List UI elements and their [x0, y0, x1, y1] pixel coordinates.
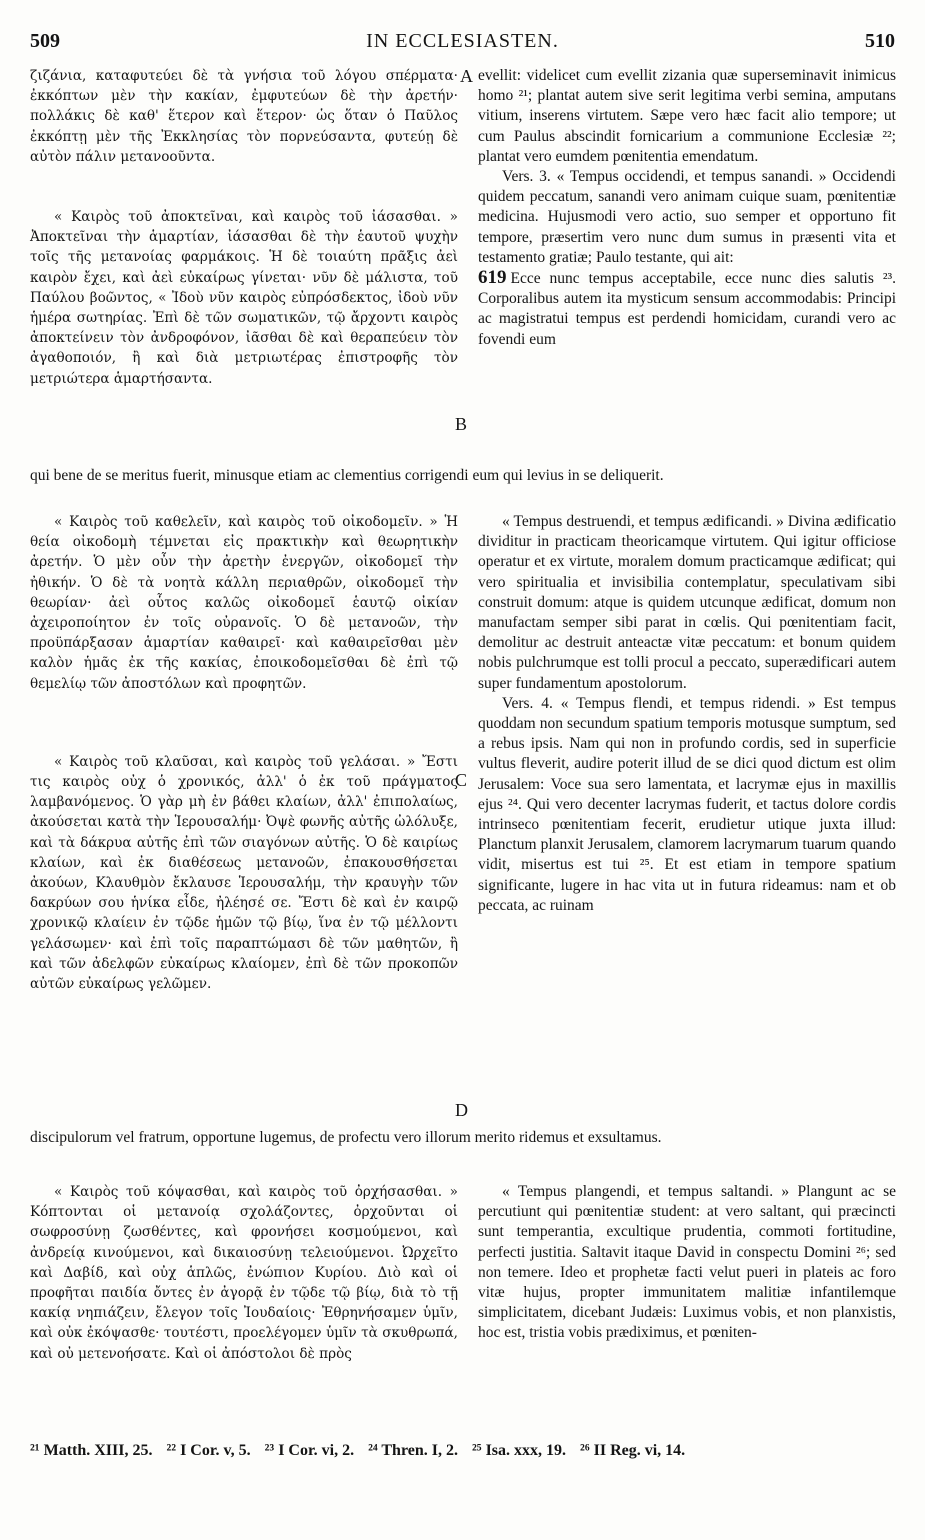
footnote: ²⁴ Thren. I, 2.	[368, 1442, 458, 1459]
left-page-number: 509	[30, 30, 60, 52]
greek-column-block-2	[30, 512, 458, 994]
greek-paragraph: « Καιρὸς τοῦ ἀποκτεῖναι, καὶ καιρὸς τοῦ ἰάσασθαι. » Ἀποκτεῖναι τὴν ἁμαρτίαν, ἰάσασθαι δὲ τὴν ἑαυτοῦ ψυχὴν τοῖς τῆς μετανοίας φαρμάκοις. Ἡ δὲ τοιαύτη πρᾶξις ἀεὶ καιρὸν ἔχει, καὶ ἀεὶ εὐκαίρως γίνεται· νῦν δὲ μάλιστα, τοῦ Παύλου βοῶντος, « Ἰδοὺ νῦν καιρὸς εὐπρόσδεκτος, ἰδοὺ νῦν ἡμέρα σωτηρίας. Ἐπὶ δὲ τῶν σωματικῶν, τῷ ἄρχοντι καιρὸς ἀποκτείνειν τὸν ἀνδροφόνον, ἰᾶσθαι δὲ καὶ θεραπεύειν τὸν ἀγαθοποιόν, ἢ καὶ διὰ μετριωτέρας ἐπιστροφῆς τὸν μετριώτερα ἁμαρτήσαντα.	[30, 209, 458, 387]
footnote: ²¹ Matth. XIII, 25.	[30, 1442, 153, 1459]
margin-letter-a: A	[460, 66, 473, 86]
page-header	[30, 30, 895, 58]
full-width-text: qui bene de se meritus fuerit, minusque etiam ac clementius corrigendi eum qui levius in se deliquerit.	[30, 467, 664, 484]
full-width-line-block-2	[30, 1128, 896, 1148]
greek-column-block-1	[30, 66, 458, 389]
right-page-number: 510	[865, 30, 895, 52]
latin-paragraph: « Tempus plangendi, et tempus saltandi. » Plangunt ac se percutiunt qui pœnitentiæ student: at vero saltant, qui præcincti sunt temperantia, excultique prudentia, commoti fortitudine, perfecti justitia. Saltavit itaque David in conspectu Domini ²⁶; sed non temere. Ideo et prophetæ facti velut pueri in plateis ac foro vitæ hujus, propter immunitatem malitiæ infantilemque simplicitatem, dicebant Judæis: Luximus vobis, et non planxistis, hoc est, tristia vobis prædiximus, et pœniten-	[478, 1183, 896, 1342]
column-number: 619	[478, 267, 507, 289]
latin-paragraph: evellit: videlicet cum evellit zizania quæ superseminavit inimicus homo ²¹; plantat autem sive serit legitima verbi semina, amputans vitium, inserens virtutem. Sæpe vero hæc facit alio tempore; ut cum Paulus abscindit fornicarium a communione Ecclesiæ ²²; plantat vero eumdem pœnitentia emendatum.	[478, 67, 896, 165]
latin-column-block-3	[478, 1182, 896, 1344]
latin-paragraph: Ecce nunc tempus acceptabile, ecce nunc dies salutis ²³. Corporalibus autem ita mysticum sensum accommodabis: Principi ac magistratui tempus est perdendi homicidam, curandi vero ac fovendi eum	[478, 270, 896, 348]
latin-paragraph: Vers. 4. « Tempus flendi, et tempus ridendi. » Est tempus quoddam non secundum spatium temporis motusque sumptum, sed a rebus ipsis. Nam qui non in profundo cordis, sed in superficie vultus fleverit, audire poterit illud de se dici quod dictum est olim Jerusalem: Voce sua sero lamentata, et lacrymæ ejus in maxillis ejus ²⁴. Qui vero decenter lacrymas fuderit, et tactus dolore cordis intrinseco pœnitentiam fecerit, erudietur utique juxta illud: Planctum planxit Jerusalem, clamorem lacrymarum tuarum quando vidit, misertus est tui ²⁵. Et est etiam in tempore spatium significante, lugere in hac vita ut in futura rideamus: nam et ob peccata, ac ruinam	[478, 694, 896, 914]
running-title: IN ECCLESIASTEN.	[366, 30, 559, 52]
greek-paragraph: « Καιρὸς τοῦ κλαῦσαι, καὶ καιρὸς τοῦ γελάσαι. » Ἔστι τις καιρὸς οὐχ ὁ χρονικός, ἀλλ' ὁ ἐκ τοῦ πράγματος λαμβανόμενος. Ὁ γὰρ μὴ ἐν βάθει κλαίων, ἀλλ' ἐπιπολαίως, ἀκούσεται κατὰ τὴν Ἱερουσαλήμ· Ὀψὲ φωνῆς αὐτῆς ὠλόλυξε, καὶ τὰ δάκρυα αὐτῆς ἐπὶ τῶν σιαγόνων αὐτῆς. Ὁ δὲ καιρίως κλαίων, καὶ ἐκ διαθέσεως μετανοῶν, ἐπακουσθήσεται ἀκούων, Κλαυθμὸν ἔκλαυσε Ἱερουσαλήμ, τὴν κραυγὴν τῶν δακρύων σου ἡνίκα εἶδε, ἠλέησέ σε. Ἔστι δὲ καὶ ἐν καιρῷ χρονικῷ κλαίειν ἐν τῷδε ἡμῶν τῷ βίῳ, ἵνα ἐν τῷ μέλλοντι γελάσωμεν· καὶ ἐπὶ τοῖς παραπτώμασι δὲ τῶν μαθητῶν, ἢ καὶ τῶν ἀδελφῶν εὐκαίρως κλαίομεν, ἐπὶ δὲ τῶν προκοπῶν αὐτῶν εὐκαίρως γελῶμεν.	[30, 753, 458, 993]
greek-column-block-3	[30, 1182, 458, 1364]
greek-paragraph: ζιζάνια, καταφυτεύει δὲ τὰ γνήσια τοῦ λόγου σπέρματα· ἐκκόπτων μὲν τὴν κακίαν, ἐμφυτεύων δὲ τὴν ἀρετήν· πολλάκις δὲ καθ' ἕτερον καὶ ἕτερον· ὡς ὅταν ὁ Παῦλος ἐκκόπτῃ μὲν τῆς Ἐκκλησίας τὸν πορνεύσαντα, φυτεύῃ δὲ αὐτὸν πάλιν μετανοοῦντα.	[30, 68, 458, 165]
latin-paragraph: Vers. 3. « Tempus occidendi, et tempus sanandi. » Occidendi quidem peccatum, sanandi vero animam cuique suam, pœnitentiæ medicina. Hujusmodi vero actio, suo semper et opportuno fit tempore, præsertim vero nunc dum sumus in præsenti vita et testamento gratiæ; Paulo testante, qui ait:	[478, 168, 896, 266]
footnote: ²⁵ Isa. xxx, 19.	[471, 1442, 567, 1459]
greek-paragraph: « Καιρὸς τοῦ κόψασθαι, καὶ καιρὸς τοῦ ὀρχήσασθαι. » Κόπτονται οἱ μετανοίᾳ σχολάζοντες, ὀρχοῦνται οἱ σωφροσύνῃ ζωσθέντες, καὶ φρονήσει κοσμούμενοι, καὶ ἀνδρείᾳ κινούμενοι, καὶ δικαιοσύνῃ τελειούμενοι. Ὠρχεῖτο καὶ Δαβίδ, καὶ οὐχ ἁπλῶς, ἐνώπιον Κυρίου. Διὸ καὶ οἱ προφῆται παιδία ὄντες ἐν ἀγορᾷ ἐν τῷδε τῷ βίῳ, διὰ τὸ τῇ κακίᾳ νηπιάζειν, ἔλεγον τοῖς Ἰουδαίοις· Ἐθρηνήσαμεν ὑμῖν, καὶ οὐκ ἐκόψασθε· τουτέστι, προελέγομεν ὑμῖν τὰ σκυθρωπά, καὶ οὐ μετενοήσατε. Καὶ οἱ ἀπόστολοι δὲ πρὸς	[30, 1184, 458, 1362]
footnote: ²³ I Cor. vi, 2.	[264, 1442, 355, 1459]
footnote: ²² I Cor. v, 5.	[166, 1442, 251, 1459]
margin-letter-b: B	[455, 414, 468, 434]
latin-column-block-1	[478, 66, 896, 350]
footnotes	[30, 1442, 895, 1460]
greek-paragraph: « Καιρὸς τοῦ καθελεῖν, καὶ καιρὸς τοῦ οἰκοδομεῖν. » Ἡ θεία οἰκοδομὴ τέμνεται εἰς πρακτικὴν καὶ θεωρητικὴν ἀρετήν. Ὁ μὲν οὖν τὴν ἀρετὴν ἐνεργῶν, οἰκοδομεῖ τὴν ἠθικήν. Ὁ δὲ τὰ νοητὰ κάλλη περιαθρῶν, οἰκοδομεῖ τὴν θεωρίαν· ἀεὶ οὗτος καλῶς οἰκοδομεῖ ἑαυτῷ οἰκίαν ἀχειροποίητον ἐν τοῖς οὐρανοῖς. Ὁ δὲ μετανοῶν, τὴν προϋπάρξασαν ἁμαρτίαν καθαιρεῖ· καὶ καθαιρεῖσθαι μὲν καλὸν ἡμᾶς ἐκ τῆς κακίας, ἐποικοδομεῖσθαι δὲ ἐπὶ τῷ θεμελίῳ τῶν ἀποστόλων καὶ προφητῶν.	[30, 514, 458, 692]
full-width-text: discipulorum vel fratrum, opportune lugemus, de profectu vero illorum merito ridemus et exsultamus.	[30, 1129, 662, 1146]
margin-letter-c: C	[455, 770, 468, 790]
footnote: ²⁶ II Reg. vi, 14.	[580, 1442, 686, 1459]
full-width-line-block-1	[30, 466, 896, 486]
latin-paragraph: « Tempus destruendi, et tempus ædificandi. » Divina ædificatio dividitur in practicam theoricamque virtutem. Qui igitur officiose operatur et ex virtute, moralem domum practicamque ædificat; qui vero spiritualia et invisibilia contemplatur, speculativam sibi construit domum: atque is quidem utcunque ædificat, domum non manufactam semper sibi parat in cœlis. Qui pœnitentiam facit, demolitur ac destruit anteactæ vitæ peccatum: et bonum quidem nobis pulchrumque est tolli procul a peccato, superædificari autem super fundamentum apostolorum.	[478, 513, 896, 692]
margin-letter-d: D	[455, 1100, 468, 1120]
latin-column-block-2	[478, 512, 896, 916]
